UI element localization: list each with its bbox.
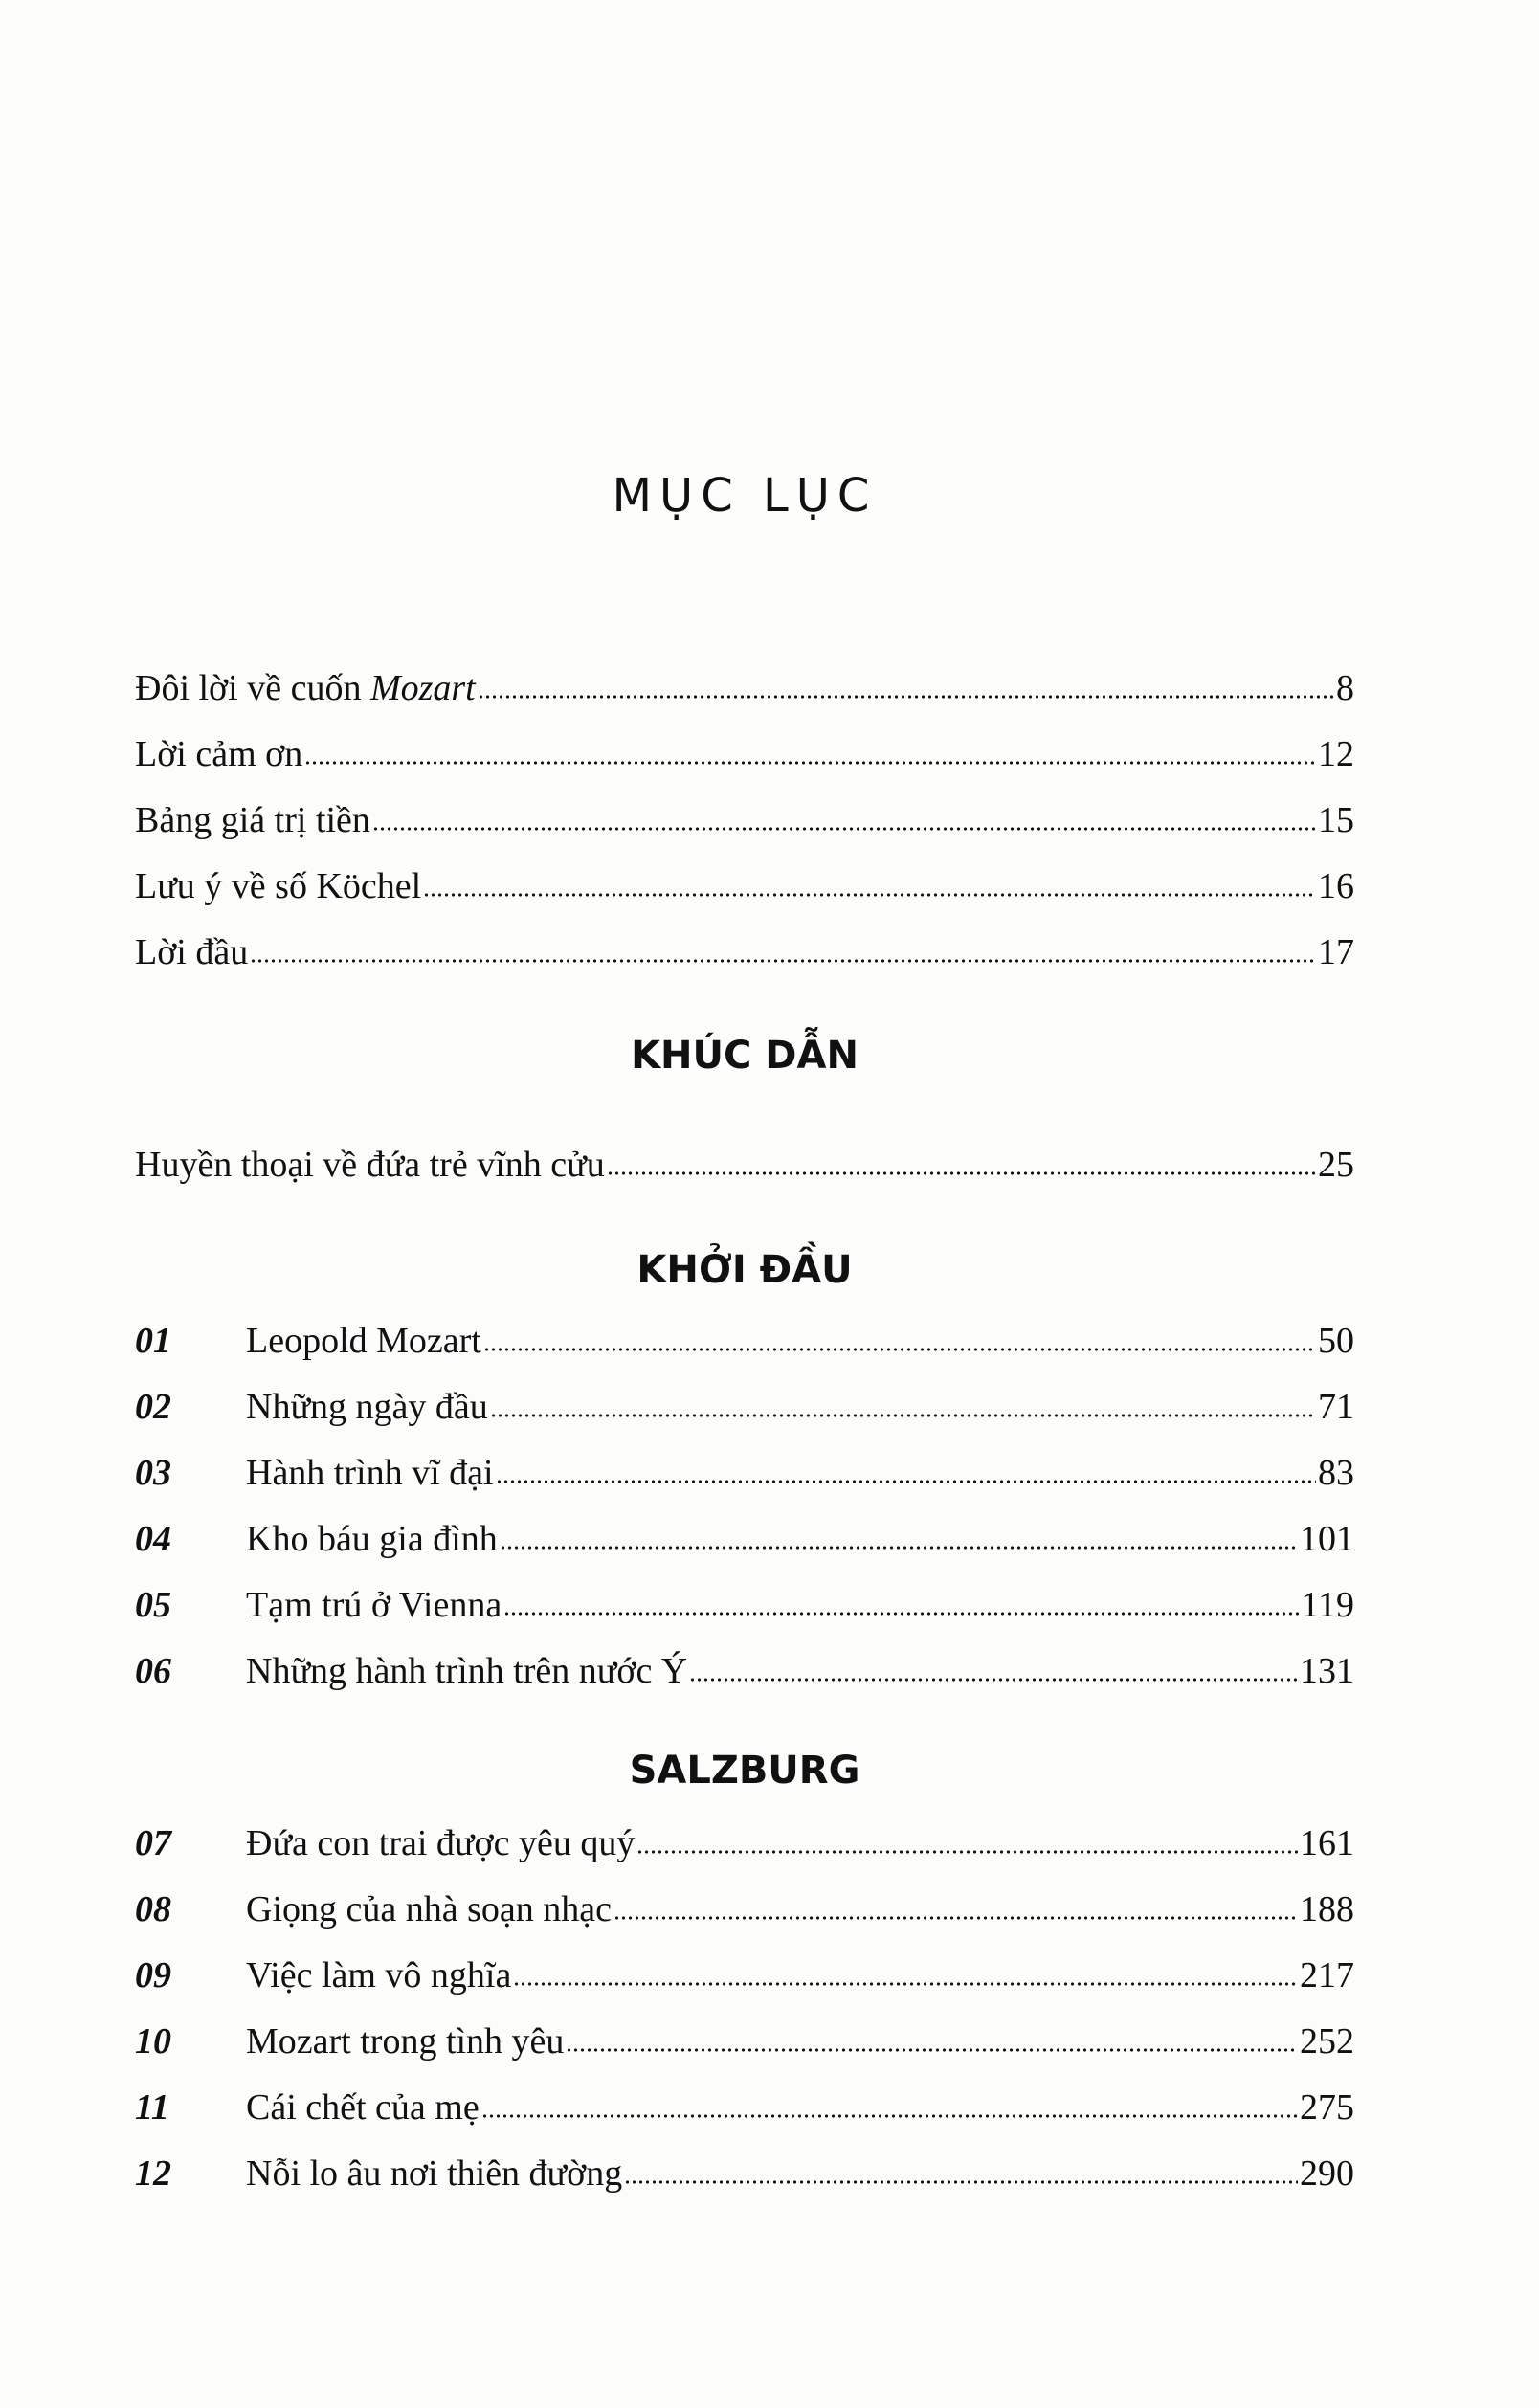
- toc-entry: [135, 788, 1354, 854]
- toc-entry: [135, 656, 1354, 722]
- entry-label: Lời cảm ơn: [135, 734, 303, 774]
- entry-page: 252: [1300, 2021, 1354, 2062]
- entry-page: 290: [1300, 2153, 1354, 2194]
- toc-entry: [135, 1877, 1354, 1943]
- chapter-number: 09: [135, 1955, 171, 1996]
- entry-label: Những hành trình trên nước Ý: [246, 1651, 688, 1691]
- dot-leader: [500, 1545, 1298, 1550]
- dot-leader: [513, 1981, 1298, 1987]
- entry-page: 15: [1318, 800, 1354, 840]
- dot-leader: [481, 2113, 1298, 2119]
- toc-entry: [135, 1440, 1354, 1506]
- chapter-number: 06: [135, 1651, 171, 1691]
- entry-page: 16: [1318, 866, 1354, 906]
- entry-page: 12: [1318, 734, 1354, 774]
- page-title: MỤC LỤC: [612, 469, 878, 523]
- entry-page: 101: [1300, 1519, 1354, 1559]
- entry-page: 131: [1300, 1651, 1354, 1691]
- section-heading: SALZBURG: [629, 1749, 860, 1793]
- entry-label: Hành trình vĩ đại: [246, 1453, 494, 1493]
- entry-page: 50: [1318, 1321, 1354, 1361]
- toc-entry: [135, 722, 1354, 788]
- toc-entry: [135, 1811, 1354, 1877]
- section-entries: [135, 1811, 1354, 2207]
- dot-leader: [503, 1611, 1299, 1616]
- dot-leader: [423, 892, 1316, 898]
- entry-label: Đứa con trai được yêu quý: [246, 1823, 636, 1863]
- entry-label: Bảng giá trị tiền: [135, 800, 370, 840]
- toc-entry: [135, 920, 1354, 986]
- entry-label: Kho báu gia đình: [246, 1519, 498, 1559]
- entry-page: 188: [1300, 1889, 1354, 1929]
- chapter-number: 10: [135, 2021, 171, 2062]
- entry-label: Huyền thoại về đứa trẻ vĩnh cửu: [135, 1145, 605, 1185]
- entry-label: Nỗi lo âu nơi thiên đường: [246, 2153, 623, 2194]
- chapter-number: 01: [135, 1321, 171, 1361]
- entry-label: Lời đầu: [135, 932, 249, 972]
- chapter-number: 08: [135, 1889, 171, 1929]
- entry-page: 8: [1336, 668, 1354, 708]
- dot-leader: [483, 1347, 1316, 1352]
- entry-label: Tạm trú ở Vienna: [246, 1585, 502, 1625]
- chapter-number: 12: [135, 2153, 171, 2194]
- dot-leader: [624, 2179, 1298, 2185]
- toc-entry: [135, 1639, 1354, 1705]
- chapter-number: 04: [135, 1519, 171, 1559]
- dot-leader: [613, 1915, 1298, 1921]
- toc-entry: [135, 1572, 1354, 1639]
- toc-entry: [135, 1374, 1354, 1440]
- toc-entry: [135, 2141, 1354, 2207]
- entry-label: Đôi lời về cuốn: [135, 668, 370, 708]
- entry-label: Những ngày đầu: [246, 1387, 488, 1427]
- chapter-number: 11: [135, 2087, 169, 2128]
- entry-label: Mozart trong tình yêu: [246, 2021, 565, 2062]
- entry-label: Việc làm vô nghĩa: [246, 1955, 512, 1996]
- entry-page: 119: [1301, 1585, 1354, 1625]
- dot-leader: [490, 1413, 1316, 1418]
- chapter-number: 02: [135, 1387, 171, 1427]
- toc-body: [135, 656, 1354, 2207]
- toc-entry: [135, 1506, 1354, 1572]
- entry-label-italic: Mozart: [369, 668, 476, 708]
- entry-page: 71: [1318, 1387, 1354, 1427]
- dot-leader: [636, 1849, 1298, 1855]
- toc-entry: [135, 854, 1354, 920]
- entry-page: 217: [1300, 1955, 1354, 1996]
- dot-leader: [478, 694, 1334, 700]
- dot-leader: [304, 760, 1316, 766]
- section-heading: KHÚC DẪN: [631, 1034, 859, 1078]
- dot-leader: [250, 958, 1316, 964]
- toc-entry: [135, 1943, 1354, 2009]
- entry-page: 25: [1318, 1145, 1354, 1185]
- dot-leader: [689, 1677, 1298, 1683]
- entry-page: 17: [1318, 932, 1354, 972]
- chapter-number: 03: [135, 1453, 171, 1493]
- entry-page: 83: [1318, 1453, 1354, 1493]
- chapter-number: 07: [135, 1823, 171, 1863]
- toc-entry: [135, 2009, 1354, 2075]
- toc-entry: [135, 1308, 1354, 1374]
- entry-label: Leopold Mozart: [246, 1321, 481, 1361]
- entry-page: 161: [1300, 1823, 1354, 1863]
- section-heading: KHỞI ĐẦU: [636, 1248, 853, 1292]
- entry-label: Cái chết của mẹ: [246, 2087, 480, 2128]
- dot-leader: [496, 1479, 1316, 1484]
- entry-label: Giọng của nhà soạn nhạc: [246, 1889, 612, 1929]
- dot-leader: [607, 1171, 1316, 1176]
- chapter-number: 05: [135, 1585, 171, 1625]
- toc-entry: [135, 1132, 1354, 1198]
- dot-leader: [566, 2047, 1298, 2053]
- entry-page: 275: [1300, 2087, 1354, 2128]
- dot-leader: [372, 826, 1316, 832]
- toc-entry: [135, 2075, 1354, 2141]
- entry-label: Lưu ý về số Köchel: [135, 866, 422, 906]
- section-entries: [135, 1308, 1354, 1705]
